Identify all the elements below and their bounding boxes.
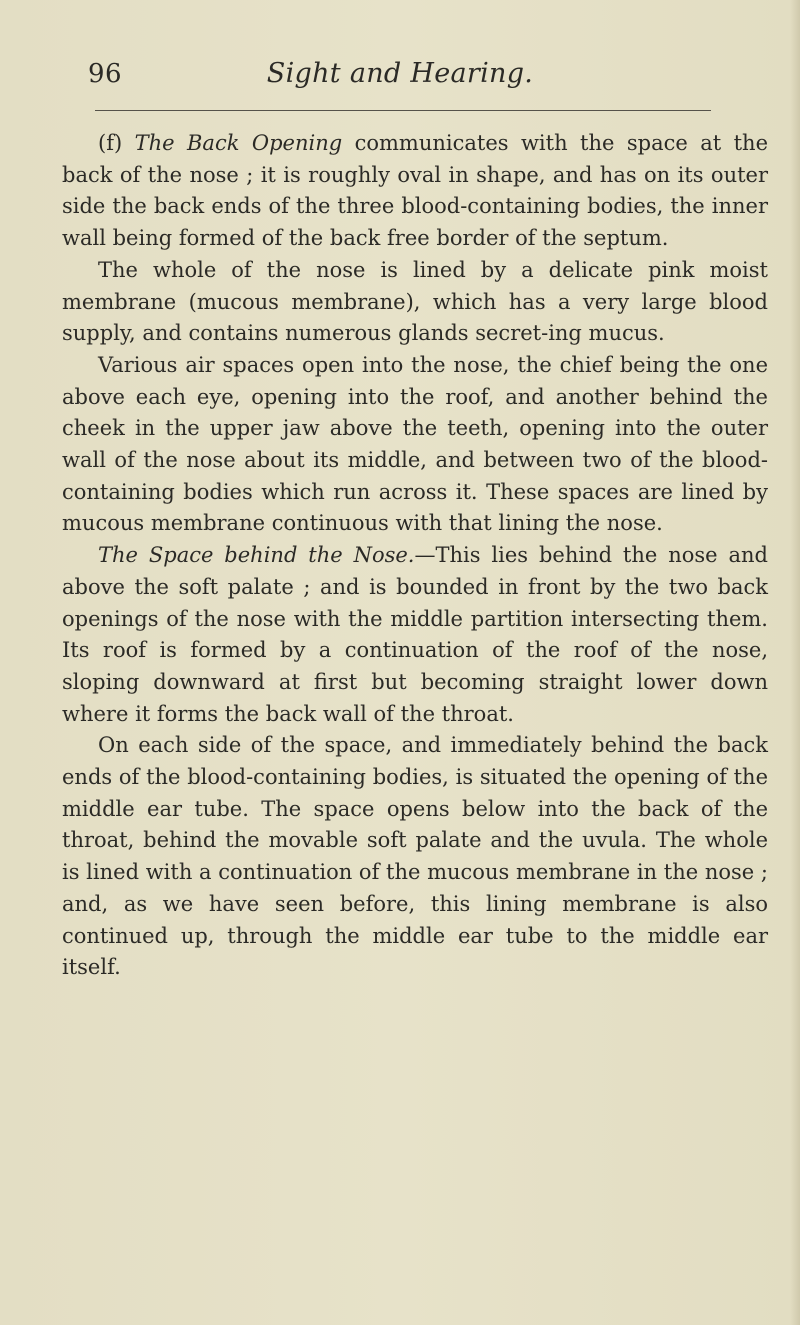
paragraph-text: —This lies behind the nose and above the soft palate ; and is bounded in front by the two back openings of the nose with the middle partition intersecting them. Its roof is formed by a continuation of the roof of the nose, sloping downward at first but becoming straight lower down where it forms the back wall of the throat. [62, 543, 768, 726]
paragraph-air-spaces [62, 350, 768, 540]
paragraph-middle-ear-tube [62, 730, 768, 984]
paragraph-heading: The Back Opening [134, 131, 343, 155]
paragraph-text: communicates with the space at the back of the nose ; it is roughly oval in shape, and has on its outer side the back ends of the three blood-containing bodies, the inner wall being formed of the back free border of the septum. [62, 131, 769, 251]
page-header [40, 46, 760, 102]
page-number: 96 [88, 59, 123, 89]
header-rule [95, 110, 711, 111]
body-text [62, 128, 768, 984]
paragraph-back-opening [62, 128, 768, 255]
paragraph-text: Various air spaces open into the nose, the chief being the one above each eye, opening into the roof, and another behind the cheek in the upper jaw above the teeth, opening into the outer wall of the nose about its middle, and between two of the blood-containing bodies which run across it. These spaces are lined by mucous membrane continuous with that lining the nose. [62, 352, 768, 536]
paragraph-mucous-membrane [62, 255, 768, 350]
paragraph-text: The whole of the nose is lined by a delicate pink moist membrane (mucous membrane), which has a very large blood supply, and contains numerous glands secret-ing mucus. [62, 257, 768, 346]
running-title: Sight and Hearing. [266, 58, 534, 89]
page-edge-shadow [790, 0, 800, 1325]
paragraph-text: On each side of the space, and immediately behind the back ends of the blood-containing bodies, is situated the opening of the middle ear tube. The space opens below into the back of the throat, behind the movable soft palate and the uvula. The whole is lined with a continuation of the mucous membrane in the nose ; and, as we have seen before, this lining membrane is also continued up, through the middle ear tube to the middle ear itself. [62, 733, 768, 980]
paragraph-heading: The Space behind the Nose. [98, 543, 415, 568]
paragraph-label: (f) [98, 131, 123, 155]
paragraph-space-behind-nose [62, 540, 768, 730]
